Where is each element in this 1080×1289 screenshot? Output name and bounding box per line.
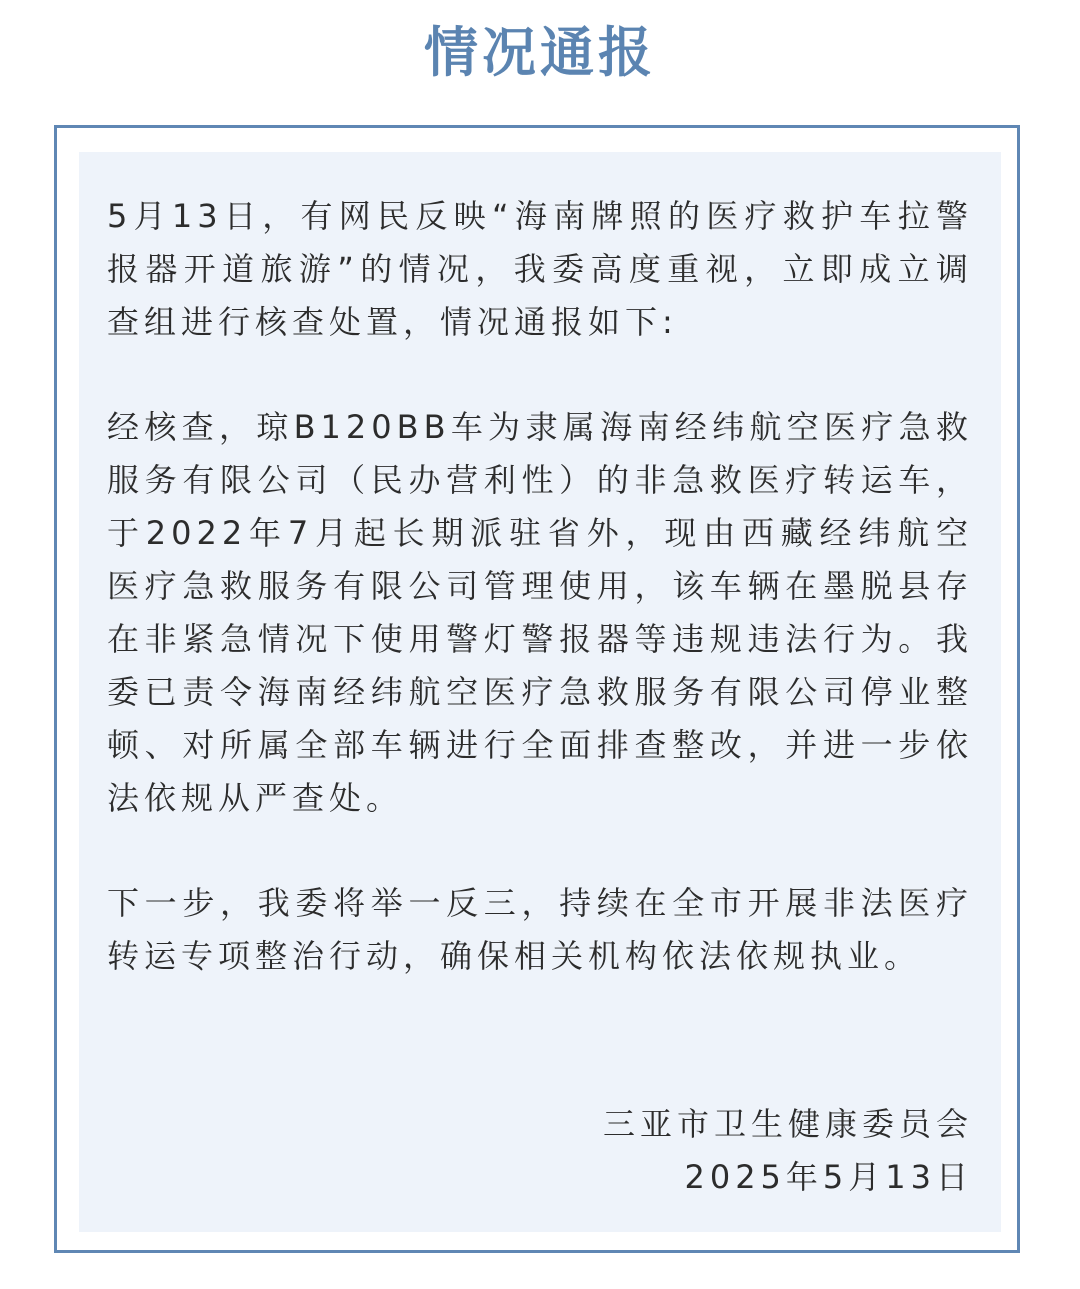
paragraph-findings: 经核查，琼B120BB车为隶属海南经纬航空医疗急救服务有限公司（民办营利性）的非急救医疗转运车，于2022年7月起长期派驻省外，现由西藏经纬航空医疗急救服务有限公司管理使用，该车辆在墨脱县存在非紧急情况下使用警灯警报器等违规违法行为。我委已责令海南经纬航空医疗急救服务有限公司停业整顿、对所属全部车辆进行全面排查整改，并进一步依法依规从严查处。	[107, 408, 973, 817]
signature-organization: 三亚市卫生健康委员会	[602, 1105, 973, 1143]
page-title: 情况通报	[424, 21, 656, 84]
signature-date: 2025年5月13日	[684, 1158, 973, 1196]
notice-frame	[54, 125, 1020, 1253]
paragraph-next-steps: 下一步，我委将举一反三，持续在全市开展非法医疗转运专项整治行动，确保相关机构依法依规执业。	[107, 884, 973, 975]
notice-panel	[79, 152, 1001, 1232]
notice-body	[107, 190, 973, 1035]
paragraph-intro: 5月13日，有网民反映“海南牌照的医疗救护车拉警报器开道旅游”的情况，我委高度重视，立即成立调查组进行核查处置，情况通报如下:	[107, 197, 973, 341]
signature-block	[603, 1098, 973, 1204]
